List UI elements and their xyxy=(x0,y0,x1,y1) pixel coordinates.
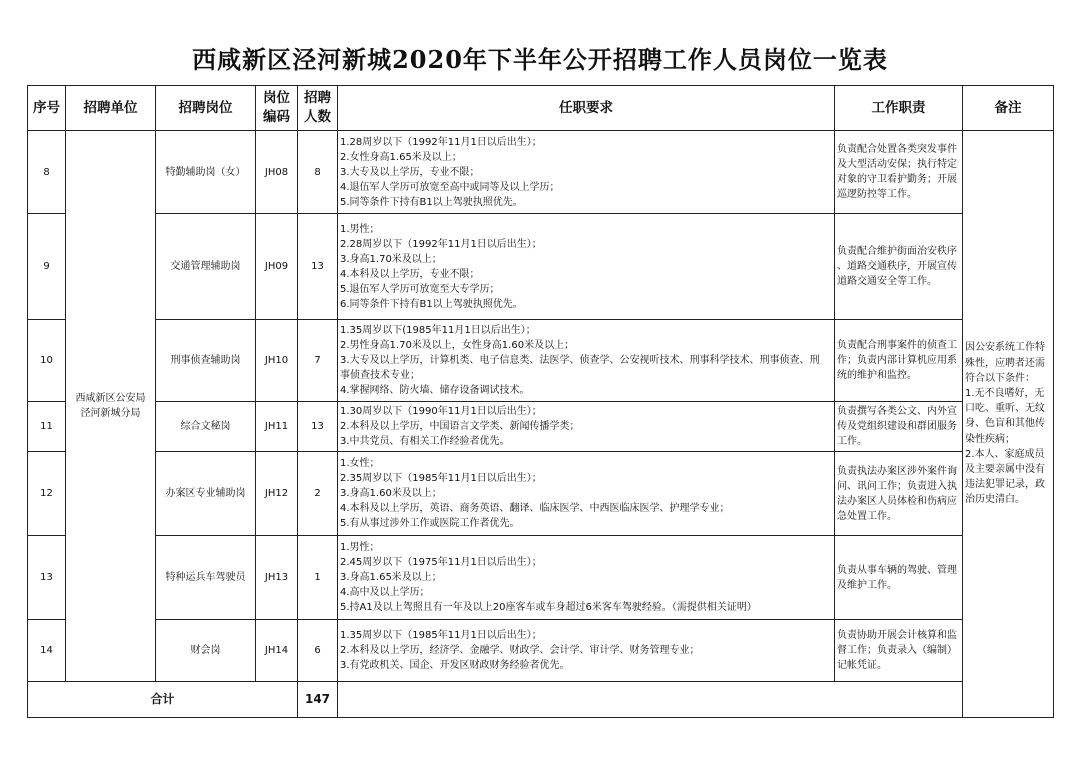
remark-cell xyxy=(963,131,1054,718)
duty-line: 负责从事车辆的驾驶、管理 xyxy=(837,564,957,576)
row-code: JH11 xyxy=(256,402,298,452)
row-post: 刑事侦查辅助岗 xyxy=(156,320,256,402)
req-line: 3.大专及以上学历，计算机类、电子信息类、法医学、侦查学、公安视听技术、刑事科学技术、刑事侦查、刑 xyxy=(340,355,820,366)
header-remark: 备注 xyxy=(963,86,1054,131)
header-unit: 招聘单位 xyxy=(66,86,156,131)
row-duties xyxy=(835,402,963,452)
remark-line: 符合以下条件： xyxy=(965,372,1035,384)
header-seq: 序号 xyxy=(28,86,66,131)
row-count: 13 xyxy=(298,214,338,320)
row-code: JH10 xyxy=(256,320,298,402)
header-count xyxy=(298,86,338,131)
req-line: 1.30周岁以下（1990年11月1日以后出生）； xyxy=(340,406,542,417)
req-line: 2.女性身高1.65米及以上； xyxy=(340,151,462,163)
req-line: 4.掌握网络、防火墙、储存设备调试技术。 xyxy=(340,385,530,396)
req-line: 1.35周岁以下（1985年11月1日以后出生）； xyxy=(340,630,542,641)
req-line: 3.有党政机关、国企、开发区财政财务经验者优先。 xyxy=(340,660,570,671)
duty-line: 负责撰写各类公文、内外宣 xyxy=(837,406,957,417)
duty-line: 、道路交通秩序，开展宣传 xyxy=(837,261,957,272)
remark-line: 口吃、重听、无纹 xyxy=(965,403,1045,415)
header-code-line2: 编码 xyxy=(263,109,290,125)
req-line: 2.男性身高1.70米及以上，女性身高1.60米及以上； xyxy=(340,340,575,351)
row-duties xyxy=(835,131,963,214)
row-seq: 12 xyxy=(28,452,66,536)
req-line: 3.大专及以上学历，专业不限； xyxy=(340,166,480,178)
row-duties xyxy=(835,214,963,320)
row-post: 特种运兵车驾驶员 xyxy=(156,536,256,620)
duty-line: 负责配合刑事案件的侦查工 xyxy=(837,340,957,351)
remark-line: 2.本人、家庭成员 xyxy=(965,448,1045,460)
req-line: 事侦查技术专业； xyxy=(340,370,420,381)
row-seq: 11 xyxy=(28,402,66,452)
req-line: 5.同等条件下持有B1以上驾驶执照优先。 xyxy=(340,196,523,208)
req-line: 5.有从事过涉外工作或医院工作者优先。 xyxy=(340,518,520,529)
table-row xyxy=(28,452,1054,536)
remark-line: 及主要亲属中没有 xyxy=(965,464,1045,475)
total-empty-cell xyxy=(338,682,963,718)
total-value: 147 xyxy=(298,682,338,718)
table-row xyxy=(28,320,1054,402)
duty-line: 道路交通安全等工作。 xyxy=(837,276,937,287)
req-line: 4.本科及以上学历，英语、商务英语、翻译、临床医学、中西医临床医学、护理学专业； xyxy=(340,503,730,514)
row-seq: 13 xyxy=(28,536,66,620)
duty-line: 问、讯问工作；负责进入执 xyxy=(837,480,957,492)
header-duties: 工作职责 xyxy=(835,86,963,131)
row-code: JH13 xyxy=(256,536,298,620)
row-post: 交通管理辅助岗 xyxy=(156,214,256,320)
row-count: 8 xyxy=(298,131,338,214)
req-line: 3.身高1.70米及以上； xyxy=(340,253,442,265)
recruitment-table xyxy=(27,85,1054,718)
req-line: 2.28周岁以下（1992年11月1日以后出生）； xyxy=(340,238,542,250)
unit-line: 泾河新城分局 xyxy=(80,408,141,419)
remark-line: 染性疾病； xyxy=(965,433,1015,445)
duty-line: 负责执法办案区涉外案件询 xyxy=(837,465,957,477)
remark-line: 1.无不良嗜好，无 xyxy=(965,387,1045,399)
req-line: 5.退伍军人学历可放宽至大专学历； xyxy=(340,283,500,295)
table-row xyxy=(28,214,1054,320)
req-line: 1.男性； xyxy=(340,542,380,553)
duty-line: 记帐凭证。 xyxy=(837,660,887,671)
req-line: 4.高中及以上学历； xyxy=(340,587,430,598)
table-row xyxy=(28,620,1054,682)
duty-line: 急处置工作。 xyxy=(837,510,897,522)
header-count-line2: 人数 xyxy=(304,109,331,125)
row-seq: 9 xyxy=(28,214,66,320)
row-duties xyxy=(835,320,963,402)
req-line: 1.28周岁以下（1992年11月1日以后出生）； xyxy=(340,136,542,148)
row-code: JH14 xyxy=(256,620,298,682)
total-label: 合计 xyxy=(28,682,298,718)
duty-line: 传及党组织建设和群团服务 xyxy=(837,421,957,432)
req-line: 1.35周岁以下(1985年11月1日以后出生）； xyxy=(340,325,536,336)
remark-line: 殊性，应聘者还需 xyxy=(965,357,1045,369)
row-seq: 10 xyxy=(28,320,66,402)
header-code xyxy=(256,86,298,131)
remark-line: 身、色盲和其他传 xyxy=(965,418,1045,430)
duty-line: 及维护工作。 xyxy=(837,579,897,591)
duty-line: 对象的守卫看护勤务；开展 xyxy=(837,174,957,185)
header-code-line1: 岗位 xyxy=(263,90,290,106)
recruiting-unit xyxy=(66,131,156,682)
row-requirements xyxy=(338,536,835,620)
row-count: 13 xyxy=(298,402,338,452)
row-seq: 8 xyxy=(28,131,66,214)
duty-line: 负责协助开展会计核算和监 xyxy=(837,630,957,641)
row-count: 1 xyxy=(298,536,338,620)
row-post: 综合文秘岗 xyxy=(156,402,256,452)
req-line: 2.45周岁以下（1975年11月1日以后出生）； xyxy=(340,557,542,568)
row-duties xyxy=(835,620,963,682)
header-row xyxy=(28,86,1054,131)
row-requirements xyxy=(338,320,835,402)
row-requirements xyxy=(338,452,835,536)
header-requirements: 任职要求 xyxy=(338,86,835,131)
row-duties xyxy=(835,452,963,536)
duty-line: 作；负责内部计算机应用系 xyxy=(837,355,957,366)
total-row xyxy=(28,682,1054,718)
req-line: 5.持A1及以上驾照且有一年及以上20座客车或车身超过6米客车驾驶经验。（需提供相关证明） xyxy=(340,602,757,613)
table-row xyxy=(28,131,1054,214)
row-post: 特勤辅助岗（女） xyxy=(156,131,256,214)
req-line: 1.女性； xyxy=(340,458,380,469)
header-count-line1: 招聘 xyxy=(304,90,331,106)
duty-line: 及大型活动安保；执行特定 xyxy=(837,159,957,170)
row-code: JH09 xyxy=(256,214,298,320)
row-requirements xyxy=(338,131,835,214)
remark-line: 因公安系统工作特 xyxy=(965,342,1045,354)
duty-line: 巡逻防控等工作。 xyxy=(837,189,917,200)
row-code: JH08 xyxy=(256,131,298,214)
req-line: 3.身高1.65米及以上； xyxy=(340,572,442,583)
req-line: 4.本科及以上学历，专业不限； xyxy=(340,268,480,280)
remark-line: 治历史清白。 xyxy=(965,494,1025,506)
duty-line: 督工作；负责录入（编制） xyxy=(837,645,957,656)
duty-line: 统的维护和监控。 xyxy=(837,370,917,381)
req-line: 2.本科及以上学历，经济学、金融学、财政学、会计学、审计学、财务管理专业； xyxy=(340,645,700,656)
req-line: 3.身高1.60米及以上； xyxy=(340,488,442,499)
req-line: 3.中共党员、有相关工作经验者优先。 xyxy=(340,436,510,447)
table-row xyxy=(28,536,1054,620)
header-post: 招聘岗位 xyxy=(156,86,256,131)
row-requirements xyxy=(338,402,835,452)
req-line: 1.男性； xyxy=(340,223,380,235)
duty-line: 负责配合维护街面治安秩序 xyxy=(837,246,957,257)
row-count: 6 xyxy=(298,620,338,682)
req-line: 2.35周岁以下（1985年11月1日以后出生）； xyxy=(340,473,542,484)
row-seq: 14 xyxy=(28,620,66,682)
remark-line: 违法犯罪记录，政 xyxy=(965,479,1045,491)
page-title: 西咸新区泾河新城2020年下半年公开招聘工作人员岗位一览表 xyxy=(192,45,888,74)
row-duties xyxy=(835,536,963,620)
duty-line: 工作。 xyxy=(837,436,867,447)
row-code: JH12 xyxy=(256,452,298,536)
req-line: 6.同等条件下持有B1以上驾驶执照优先。 xyxy=(340,298,523,310)
row-count: 7 xyxy=(298,320,338,402)
table-row xyxy=(28,402,1054,452)
row-post: 办案区专业辅助岗 xyxy=(156,452,256,536)
unit-line: 西咸新区公安局 xyxy=(75,393,146,404)
row-post: 财会岗 xyxy=(156,620,256,682)
row-requirements xyxy=(338,214,835,320)
req-line: 2.本科及以上学历，中国语言文学类、新闻传播学类； xyxy=(340,421,580,432)
row-requirements xyxy=(338,620,835,682)
duty-line: 负责配合处置各类突发事件 xyxy=(837,144,957,155)
row-count: 2 xyxy=(298,452,338,536)
req-line: 4.退伍军人学历可放宽至高中或同等及以上学历； xyxy=(340,181,560,193)
duty-line: 法办案区人员体检和伤病应 xyxy=(837,495,957,507)
